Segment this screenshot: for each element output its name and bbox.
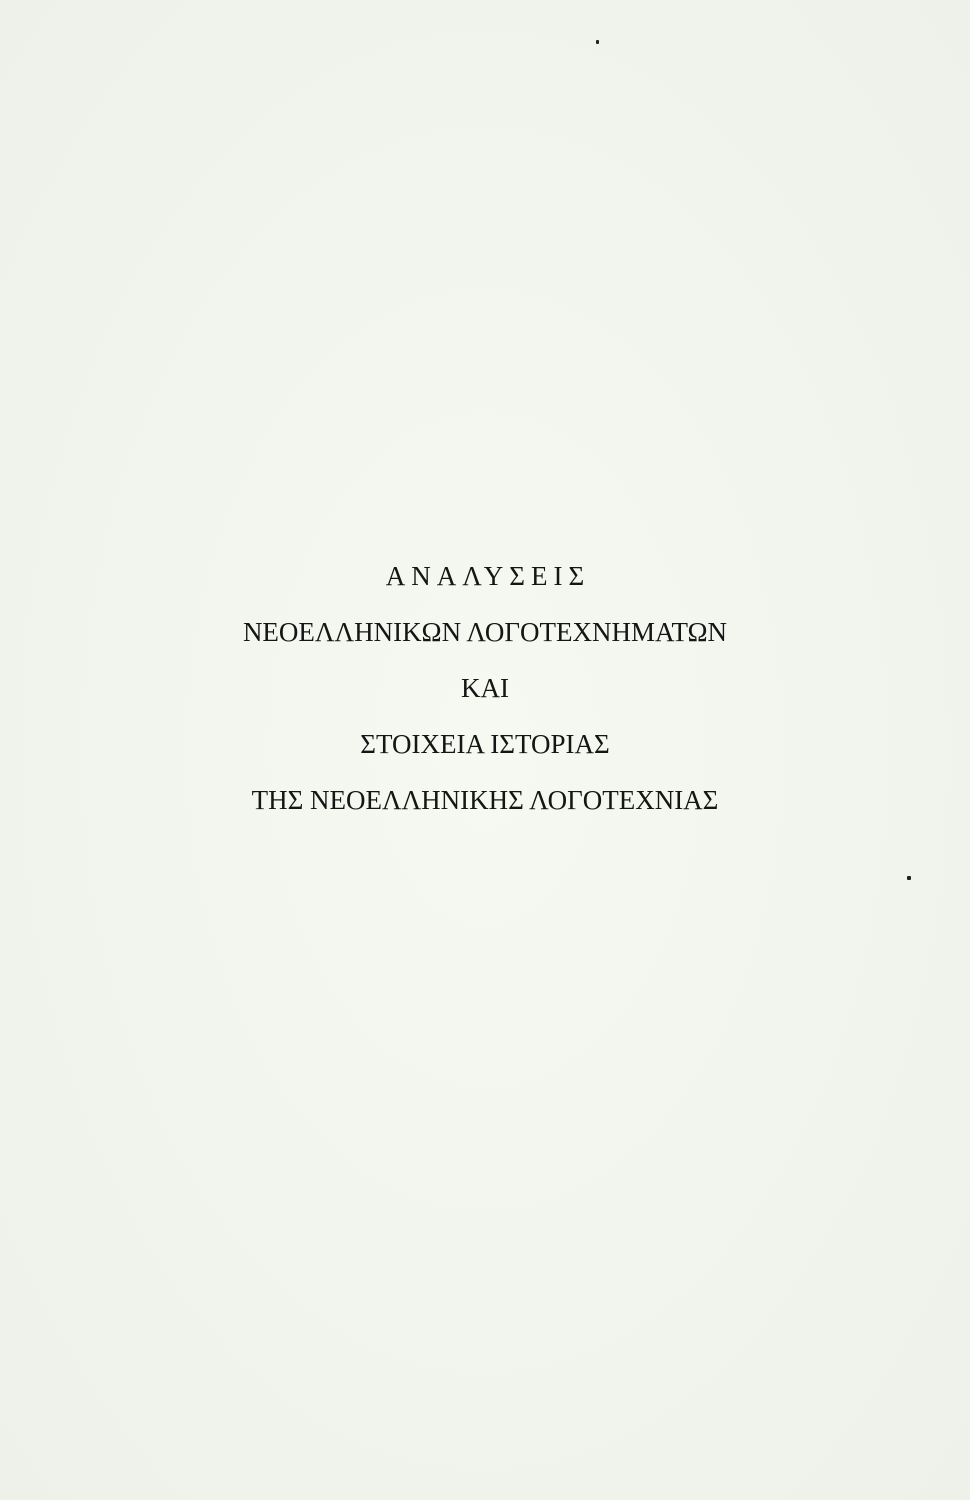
ink-speck xyxy=(596,40,599,44)
title-block xyxy=(0,548,970,828)
title-line-modern-greek-works: ΝΕΟΕΛΛΗΝΙΚΩΝ ΛΟΓΟΤΕΧΝΗΜΑΤΩΝ xyxy=(242,617,728,647)
title-line-modern-greek-literature: ΤΗΣ ΝΕΟΕΛΛΗΝΙΚΗΣ ΛΟΓΟΤΕΧΝΙΑΣ xyxy=(251,785,719,815)
ink-speck xyxy=(907,876,911,880)
title-line-analyses: ΑΝΑΛΥΣΕΙΣ xyxy=(385,561,591,591)
title-line-and: ΚΑΙ xyxy=(461,673,509,703)
title-line-history-elements: ΣΤΟΙΧΕΙΑ ΙΣΤΟΡΙΑΣ xyxy=(360,729,610,759)
